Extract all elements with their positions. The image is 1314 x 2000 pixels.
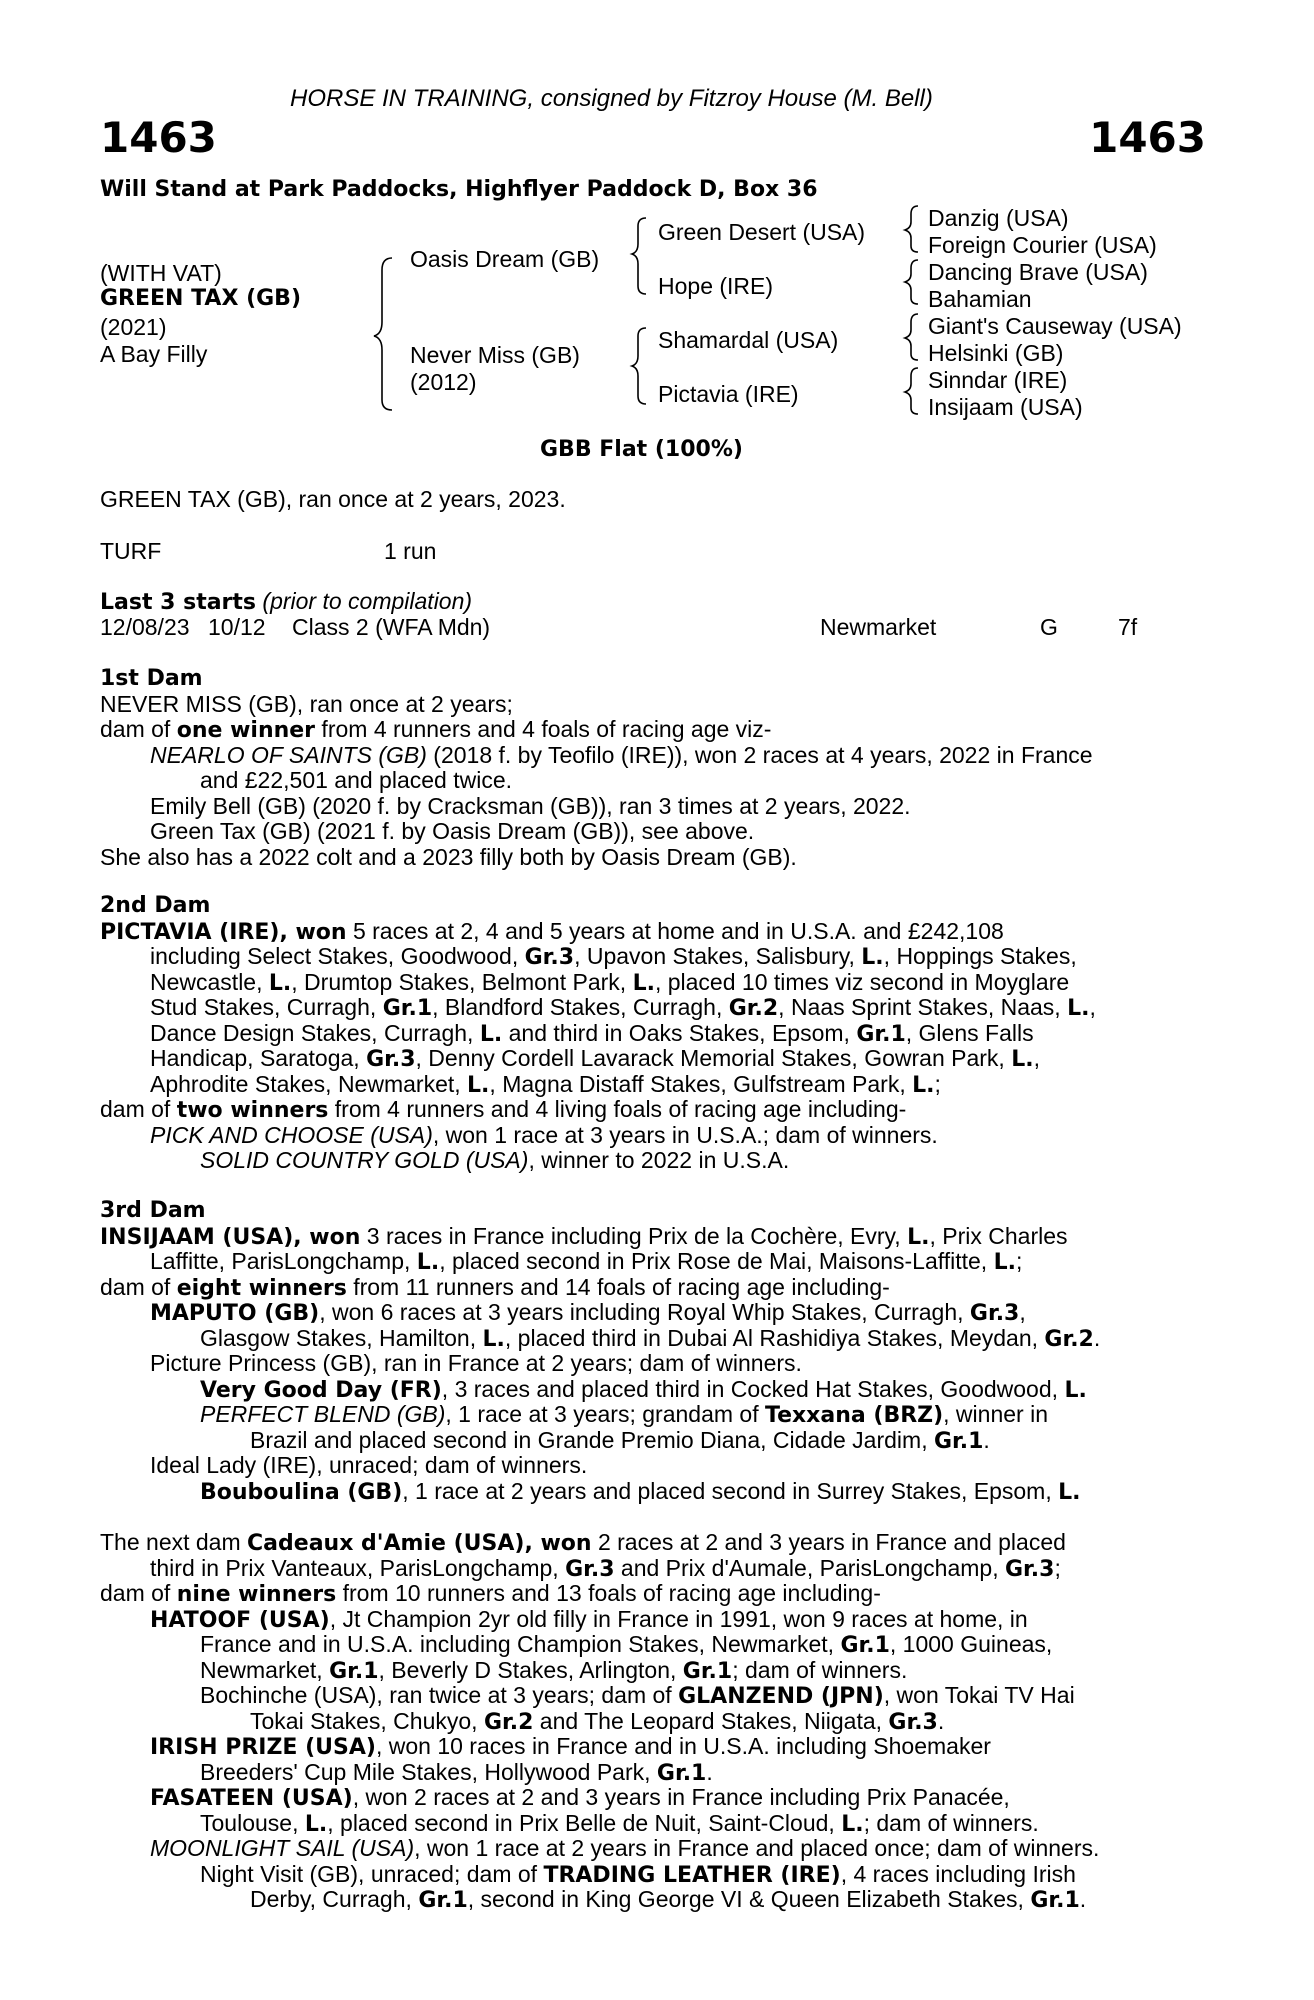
last-starts-heading: Last 3 starts (prior to compilation)	[100, 588, 473, 615]
pedigree-dss: Giant's Causeway (USA)	[928, 313, 1182, 339]
start-position: 10/12	[208, 614, 266, 640]
pedigree-dam: Never Miss (GB)	[410, 342, 580, 368]
turf-label: TURF	[100, 538, 162, 564]
third-dam-section: 3rd Dam INSIJAAM (USA), won 3 races in France including Prix de la Cochère, Evry, L., Prix Charles Laffitte, ParisLongchamp, L., placed second in Prix Rose de Mai, Maisons-Laffitte, L.; dam of eight winners from 11 runners and 14 foals of racing age including- MAPUTO (GB), won 6 races at 3 years including Royal Whip Stakes, Curragh, Gr.3, Glasgow Stakes, Hamilton, L., placed third in Dubai Al Rashidiya Stakes, Meydan, Gr.2. Picture Princess (GB), ran in France at 2 years; dam of winners. Very Good Day (FR), 3 races and placed third in Cocked Hat Stakes, Goodwood, L. PERFECT BLEND (GB), 1 race at 3 years; grandam of Texxana (BRZ), winner in Brazil and placed second in Grande Premio Diana, Cidade Jardim, Gr.1. Ideal Lady (IRE), unraced; dam of winners. Bouboulina (GB), 1 race at 2 years and placed second in Surrey Stakes, Epsom, L.	[100, 1198, 1206, 1504]
pedigree-ddd: Insijaam (USA)	[928, 394, 1083, 420]
pedigree-dsd: Helsinki (GB)	[928, 340, 1064, 366]
lot-number-left: 1463	[100, 113, 217, 162]
horse-description: A Bay Filly	[100, 341, 208, 367]
third-dam-heading: 3rd Dam	[100, 1198, 206, 1223]
catalogue-header: HORSE IN TRAINING, consigned by Fitzroy House (M. Bell)	[290, 85, 933, 112]
pedigree-sss: Danzig (USA)	[928, 205, 1069, 231]
next-dam-section: The next dam Cadeaux d'Amie (USA), won 2 races at 2 and 3 years in France and placed third in Prix Vanteaux, ParisLongchamp, Gr.3 and Prix d'Aumale, ParisLongchamp, Gr.3; dam of nine winners from 10 runners and 13 foals of racing age including- HATOOF (USA), Jt Champion 2yr old filly in France in 1991, won 9 races at home, in France and in U.S.A. including Champion Stakes, Newmarket, Gr.1, 1000 Guineas, Newmarket, Gr.1, Beverly D Stakes, Arlington, Gr.1; dam of winners. Bochinche (USA), ran twice at 3 years; dam of GLANZEND (JPN), won Tokai TV Hai Tokai Stakes, Chukyo, Gr.2 and The Leopard Stakes, Niigata, Gr.3. IRISH PRIZE (USA), won 10 races in France and in U.S.A. including Shoemaker Breeders' Cup Mile Stakes, Hollywood Park, Gr.1. FASATEEN (USA), won 2 races at 2 and 3 years in France including Prix Panacée, Toulouse, L., placed second in Prix Belle de Nuit, Saint-Cloud, L.; dam of winners. MOONLIGHT SAIL (USA), won 1 race at 2 years in France and placed once; dam of winners. Night Visit (GB), unraced; dam of TRADING LEATHER (IRE), 4 races including Irish Derby, Curragh, Gr.1, second in King George VI & Queen Elizabeth Stakes, Gr.1.	[100, 1529, 1100, 1913]
gbb-status: GBB Flat (100%)	[540, 437, 743, 462]
first-dam-heading: 1st Dam	[100, 666, 203, 691]
pedigree-sire-dam: Hope (IRE)	[658, 273, 774, 299]
second-dam-heading: 2nd Dam	[100, 893, 211, 918]
horse-year: (2021)	[100, 314, 167, 340]
start-going: G	[1040, 614, 1058, 640]
pedigree-dam-dam: Pictavia (IRE)	[658, 381, 799, 407]
pedigree-dam-year: (2012)	[410, 369, 477, 395]
horse-name: GREEN TAX (GB)	[100, 286, 302, 311]
turf-runs: 1 run	[384, 538, 437, 564]
pedigree-ssd: Foreign Courier (USA)	[928, 232, 1157, 258]
pedigree-sire: Oasis Dream (GB)	[410, 246, 600, 272]
pedigree-sds: Dancing Brave (USA)	[928, 259, 1148, 285]
pedigree-dds: Sinndar (IRE)	[928, 367, 1068, 393]
start-course: Newmarket	[820, 614, 937, 640]
pedigree-dam-sire: Shamardal (USA)	[658, 327, 839, 353]
start-date: 12/08/23	[100, 614, 190, 640]
pedigree-braces	[0, 0, 1314, 430]
start-race: Class 2 (WFA Mdn)	[292, 614, 491, 640]
start-distance: 7f	[1118, 614, 1138, 640]
second-dam-section: 2nd Dam PICTAVIA (IRE), won 5 races at 2, 4 and 5 years at home and in U.S.A. and £242,108 including Select Stakes, Goodwood, Gr.3, Upavon Stakes, Salisbury, L., Hoppings Stakes, Newcastle, L., Drumtop Stakes, Belmont Park, L., placed 10 times viz second in Moyglare Stud Stakes, Curragh, Gr.1, Blandford Stakes, Curragh, Gr.2, Naas Sprint Stakes, Naas, L., Dance Design Stakes, Curragh, L. and third in Oaks Stakes, Epsom, Gr.1, Glens Falls Handicap, Saratoga, Gr.3, Denny Cordell Lavarack Memorial Stakes, Gowran Park, L., Aphrodite Stakes, Newmarket, L., Magna Distaff Stakes, Gulfstream Park, L.; dam of two winners from 4 runners and 4 living foals of racing age including- PICK AND CHOOSE (USA), won 1 race at 3 years in U.S.A.; dam of winners. SOLID COUNTRY GOLD (USA), winner to 2022 in U.S.A.	[100, 893, 1206, 1174]
first-dam-section: 1st Dam NEVER MISS (GB), ran once at 2 years; dam of one winner from 4 runners and 4 foals of racing age viz- NEARLO OF SAINTS (GB) (2018 f. by Teofilo (IRE)), won 2 races at 4 years, 2022 in France and £22,501 and placed twice. Emily Bell (GB) (2020 f. by Cracksman (GB)), ran 3 times at 2 years, 2022. Green Tax (GB) (2021 f. by Oasis Dream (GB)), see above. She also has a 2022 colt and a 2023 filly both by Oasis Dream (GB).	[100, 666, 1206, 870]
vat-note: (WITH VAT)	[100, 260, 222, 286]
lot-number-right: 1463	[1089, 113, 1206, 162]
race-summary: GREEN TAX (GB), ran once at 2 years, 2023.	[100, 486, 566, 512]
stable-location: Will Stand at Park Paddocks, Highflyer Paddock D, Box 36	[100, 177, 818, 202]
pedigree-sire-sire: Green Desert (USA)	[658, 219, 866, 245]
pedigree-sdd: Bahamian	[928, 286, 1032, 312]
